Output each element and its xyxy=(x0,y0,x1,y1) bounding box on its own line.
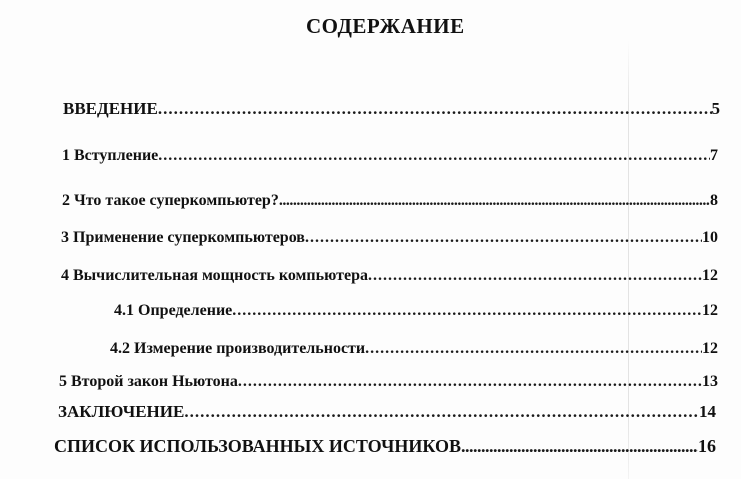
page-title: СОДЕРЖАНИЕ xyxy=(306,14,465,38)
toc-entry-2 xyxy=(62,192,718,210)
toc-entry-label: 2 Что такое суперкомпьютер? xyxy=(62,192,279,209)
toc-entry-label: 5 Второй закон Ньютона xyxy=(59,373,238,390)
toc-entry-3 xyxy=(61,229,718,247)
toc-entry-1 xyxy=(62,147,718,165)
toc-entry-introduction xyxy=(63,99,720,119)
toc-entry-5 xyxy=(59,373,718,391)
toc-dot-leader xyxy=(368,267,702,285)
toc-entry-label: 1 Вступление xyxy=(62,147,159,164)
toc-dot-leader xyxy=(158,147,710,165)
toc-entry-page: 10 xyxy=(702,229,718,246)
toc-entry-references xyxy=(54,436,716,457)
toc-dot-leader xyxy=(184,402,699,422)
toc-dot-leader xyxy=(232,302,702,320)
toc-entry-page: 5 xyxy=(711,99,720,118)
toc-entry-page: 16 xyxy=(698,436,716,456)
toc-entry-label: ЗАКЛЮЧЕНИЕ xyxy=(58,402,185,421)
toc-entry-page: 12 xyxy=(702,340,718,357)
toc-dot-leader xyxy=(238,373,702,391)
toc-entry-page: 13 xyxy=(702,373,718,390)
toc-dot-leader xyxy=(279,192,710,210)
toc-entry-4 xyxy=(61,267,718,285)
toc-entry-4-2 xyxy=(110,340,718,358)
toc-entry-conclusion xyxy=(58,402,716,422)
toc-entry-page: 14 xyxy=(699,402,716,421)
toc-entry-page: 12 xyxy=(702,267,718,284)
toc-entry-page: 12 xyxy=(702,302,718,319)
toc-entry-label: 4.2 Измерение производительности xyxy=(110,340,366,357)
toc-entry-label: СПИСОК ИСПОЛЬЗОВАННЫХ ИСТОЧНИКОВ xyxy=(54,436,461,456)
toc-entry-label: ВВЕДЕНИЕ xyxy=(63,99,158,118)
toc-entry-4-1 xyxy=(114,302,718,320)
toc-dot-leader xyxy=(461,436,698,457)
toc-entry-page: 7 xyxy=(710,147,718,164)
toc-entry-label: 4 Вычислительная мощность компьютера xyxy=(61,267,368,284)
toc-dot-leader xyxy=(158,99,712,119)
toc-dot-leader xyxy=(365,340,702,358)
toc-entry-page: 8 xyxy=(710,192,718,209)
toc-entry-label: 4.1 Определение xyxy=(114,302,233,319)
toc-dot-leader xyxy=(305,229,702,247)
toc-entry-label: 3 Применение суперкомпьютеров xyxy=(61,229,305,246)
